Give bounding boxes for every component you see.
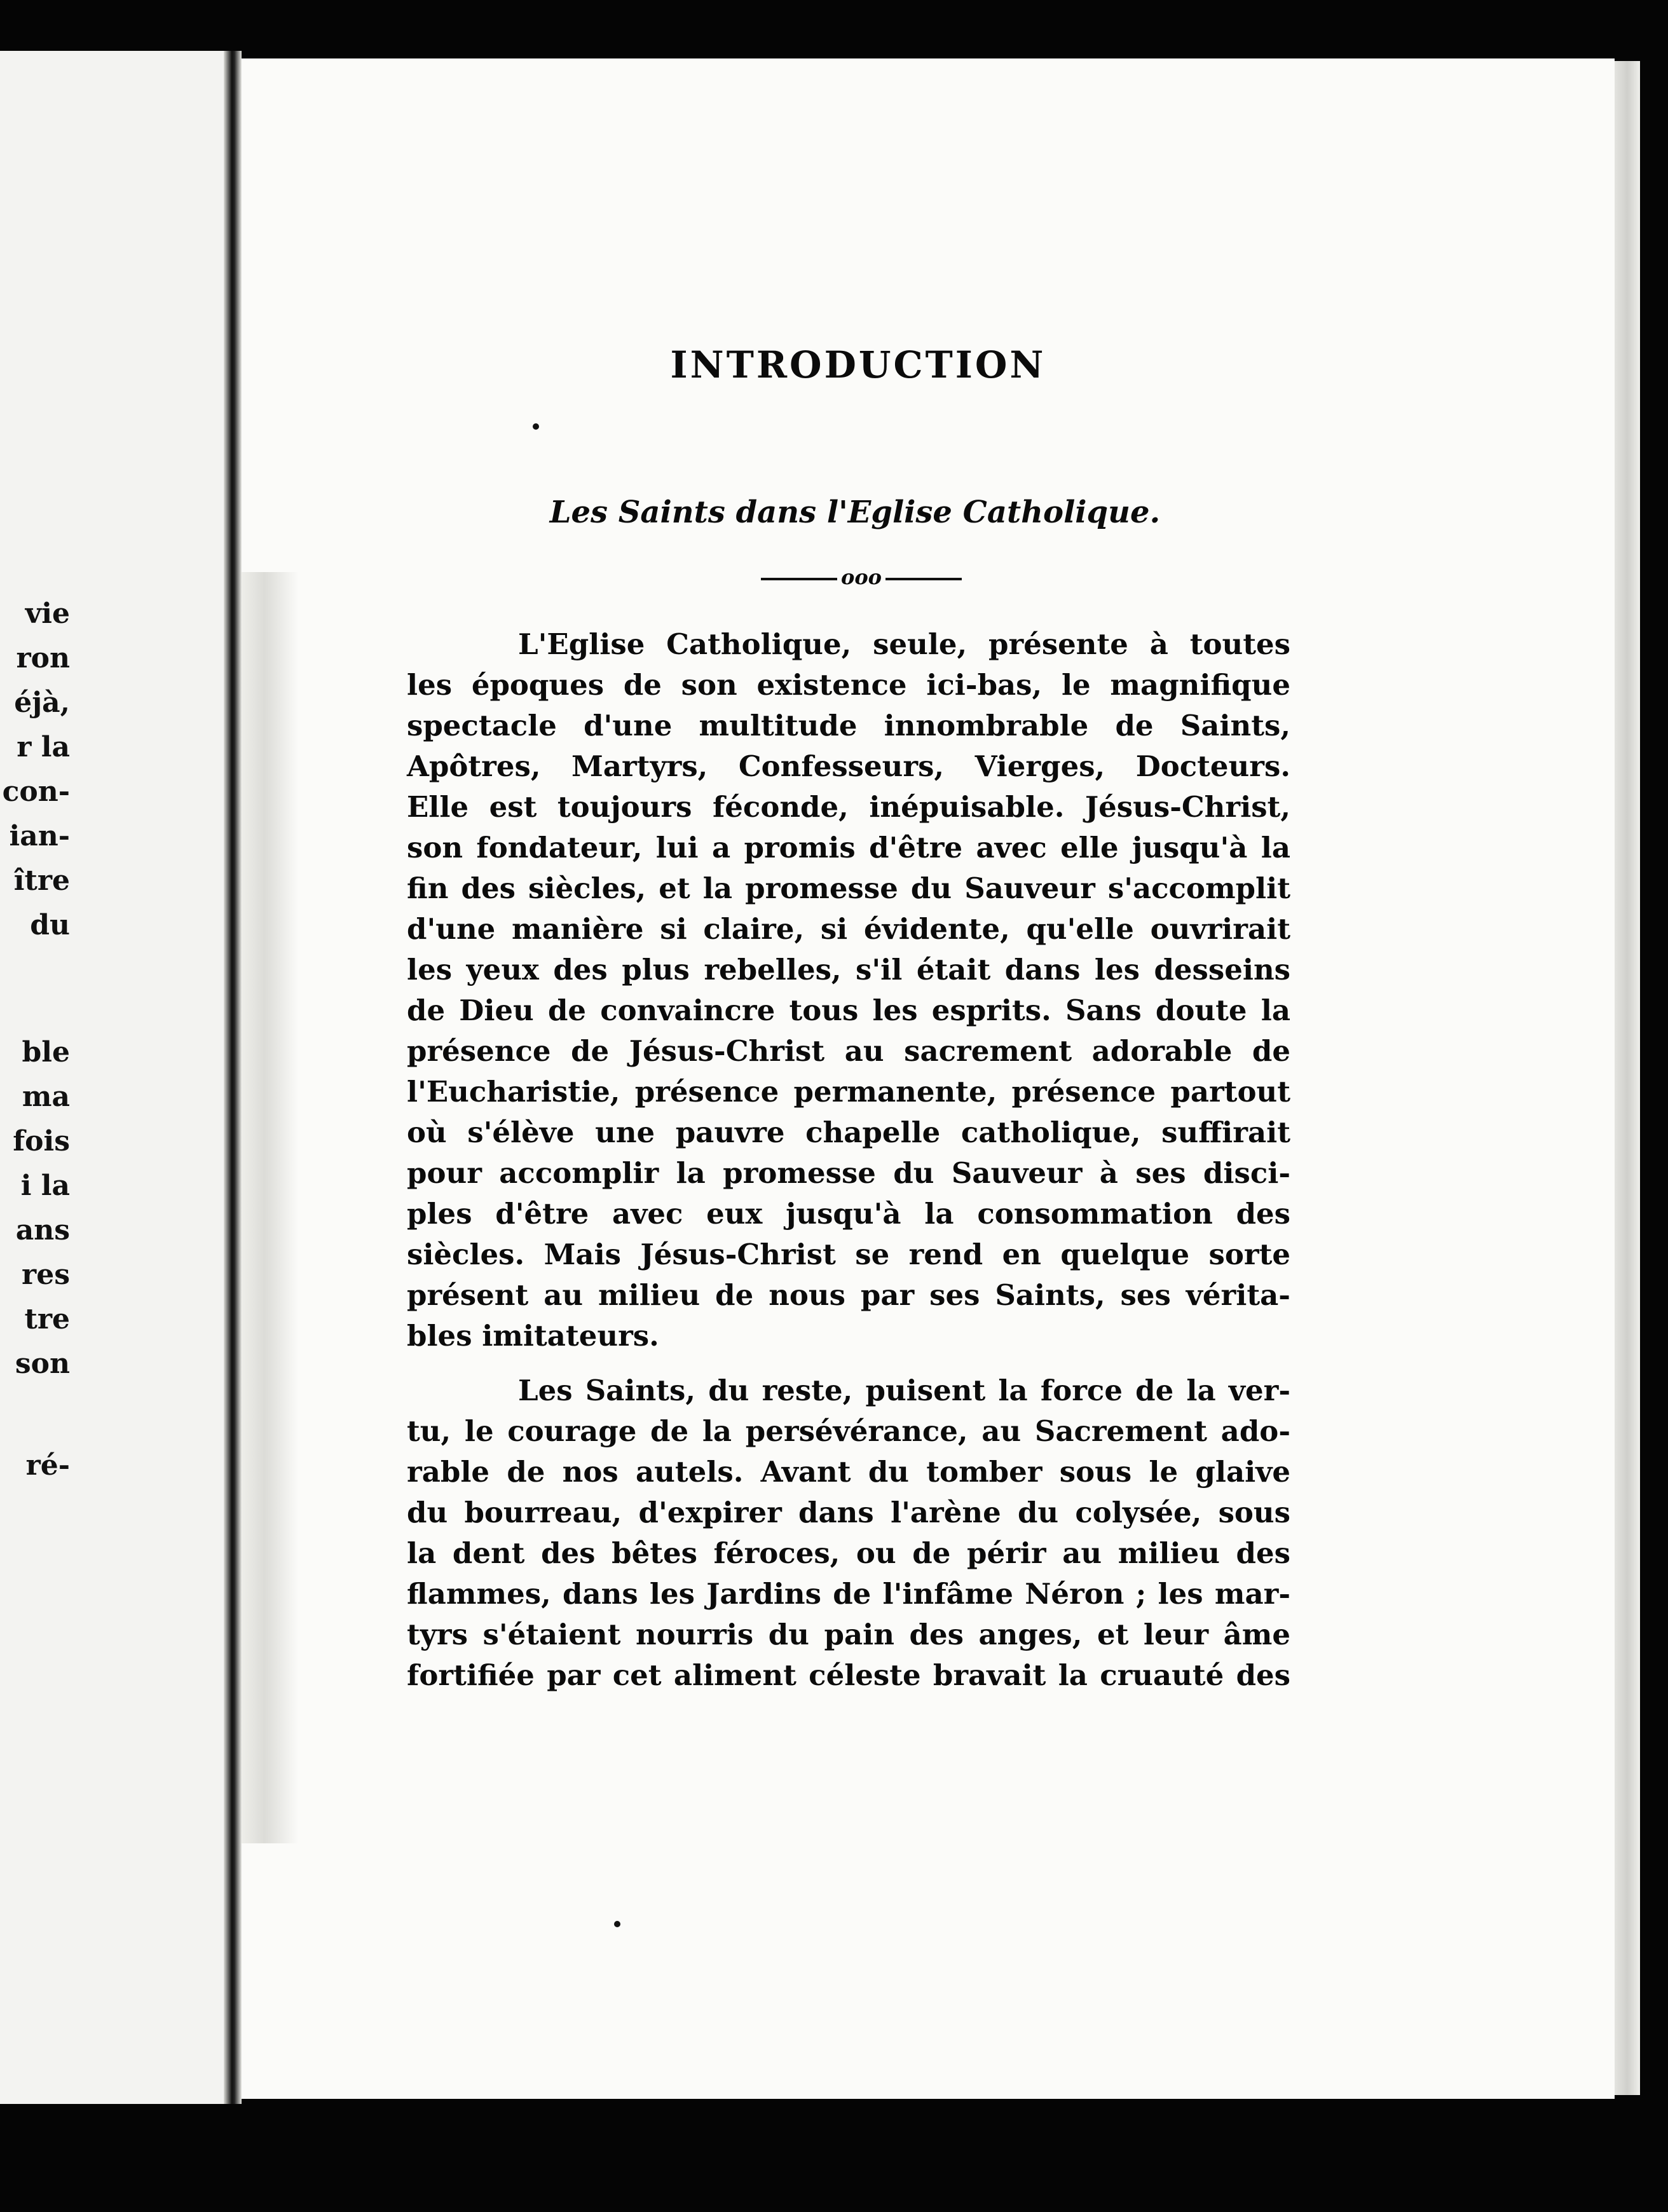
fragment: ron [16, 642, 70, 674]
text-line: Apôtres, Martyrs, Confesseurs, Vierges, Docteurs. [407, 749, 1290, 783]
text-line: siècles. Mais Jésus-Christ se rend en quelque sorte [407, 1238, 1290, 1271]
fragment: fois [13, 1125, 70, 1157]
paragraph-1 [407, 624, 1290, 1356]
page-title: INTRODUCTION [670, 343, 1046, 386]
text-line: L'Eglise Catholique, seule, présente à toutes [518, 627, 1290, 661]
ink-speck [614, 1921, 620, 1927]
fragment: ans [15, 1214, 70, 1246]
page-edge [1615, 61, 1640, 2095]
text-line: l'Eucharistie, présence permanente, présence partout [407, 1075, 1290, 1109]
text-line: spectacle d'une multitude innombrable de Saints, [407, 709, 1290, 742]
previous-page [0, 51, 229, 2104]
text-line: tu, le courage de la persévérance, au Sacrement ado- [407, 1414, 1290, 1448]
text-line: présence de Jésus-Christ au sacrement adorable de [407, 1034, 1290, 1068]
text-line: Les Saints, du reste, puisent la force de la ver- [518, 1374, 1290, 1407]
fragment: du [30, 909, 70, 941]
fragment: tre [24, 1303, 70, 1335]
separator-rule [885, 578, 962, 580]
separator [432, 565, 1290, 589]
fragment: r la [17, 731, 70, 763]
text-line: pour accomplir la promesse du Sauveur à ses disci- [407, 1156, 1290, 1190]
page-subtitle: Les Saints dans l'Eglise Catholique. [549, 495, 1161, 530]
text-line: les yeux des plus rebelles, s'il était dans les desseins [407, 953, 1290, 987]
text-line: Elle est toujours féconde, inépuisable. Jésus-Christ, [407, 790, 1290, 824]
fragment: ré- [25, 1449, 70, 1482]
text-line: la dent des bêtes féroces, ou de périr au milieu des [407, 1536, 1290, 1570]
text-line: fin des siècles, et la promesse du Sauveur s'accomplit [407, 871, 1290, 905]
page-gutter [224, 51, 242, 2104]
fragment: i la [20, 1170, 70, 1202]
text-line: son fondateur, lui a promis d'être avec elle jusqu'à la [407, 831, 1290, 864]
separator-text: ooo [840, 565, 882, 589]
torn-page-edge [242, 572, 299, 1843]
text-line: fortifiée par cet aliment céleste bravait la cruauté des [407, 1658, 1290, 1692]
fragment: ble [22, 1036, 70, 1068]
paragraph-2 [407, 1370, 1290, 1696]
page-content [407, 343, 1290, 1710]
fragment: con- [2, 775, 70, 808]
fragment: vie [25, 597, 70, 630]
fragment: son [15, 1348, 70, 1380]
fragment: ma [22, 1081, 70, 1113]
separator-rule [761, 578, 837, 580]
text-line: les époques de son existence ici-bas, le magnifique [407, 668, 1290, 702]
text-line: tyrs s'étaient nourris du pain des anges, et leur âme [407, 1618, 1290, 1651]
text-line: où s'élève une pauvre chapelle catholique, suffirait [407, 1116, 1290, 1149]
text-line: de Dieu de convaincre tous les esprits. Sans doute la [407, 993, 1290, 1027]
text-line: présent au milieu de nous par ses Saints, ses vérita- [407, 1278, 1290, 1312]
fragment: ître [13, 864, 70, 897]
text-line: ples d'être avec eux jusqu'à la consommation des [407, 1197, 1290, 1231]
fragment: éjà, [14, 686, 70, 719]
text-line: d'une manière si claire, si évidente, qu'elle ouvrirait [407, 912, 1290, 946]
fragment: ian- [9, 820, 70, 852]
text-line: flammes, dans les Jardins de l'infâme Néron ; les mar- [407, 1577, 1290, 1611]
text-line: du bourreau, d'expirer dans l'arène du colysée, sous [407, 1496, 1290, 1529]
text-line: bles imitateurs. [407, 1319, 659, 1353]
text-line: rable de nos autels. Avant du tomber sous le glaive [407, 1455, 1290, 1489]
fragment: res [22, 1259, 70, 1291]
